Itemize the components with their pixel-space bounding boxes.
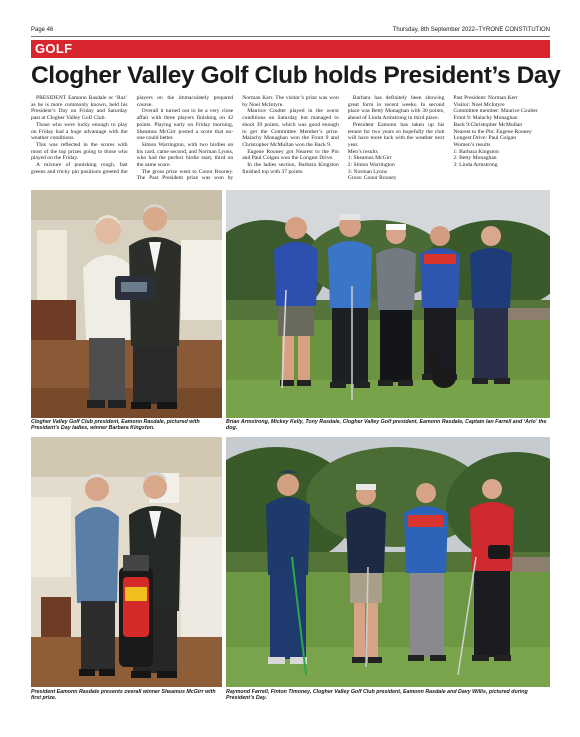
headline: Clogher Valley Golf Club holds President’s Day: [31, 62, 561, 89]
results-line: 1: Sheamus McGirr: [347, 155, 392, 162]
results-line: 3: Linda Armstrong: [453, 162, 498, 169]
caption-photo3: President Eamonn Rasdale presents overall winner Sheamus McGirr with first prize.: [31, 689, 216, 702]
results-line: Longest Drive: Paul Colgan: [453, 135, 516, 142]
article-paragraph: The gross prize went to Conor Rooney. The Past President prize was won by Norman Kerr. The visitor’s prize was won by Noel McIntyre.: [136, 95, 339, 182]
photo-group-with-dog: [226, 190, 550, 418]
results-line: Back 9:Christopher McMullan: [453, 121, 523, 128]
results-line: 3: Norman Lyons: [347, 168, 387, 175]
article-paragraph: A mixture of punishing rough, fast greens and tricky pin positions greeted the players on the immaculately prepared course.: [31, 95, 234, 175]
caption-photo2: Brian Armstrong, Mickey Kelly, Tony Rasdale, Clogher Valley Golf president, Eamonn Rasdale, Captain Ian Farrell and ‘Arlo’ the dog.: [226, 419, 547, 432]
article-paragraph: Eugene Rooney got Nearest to the Pin and Paul Colgan won the Longest Drive.: [242, 148, 339, 162]
article-paragraph: In the ladies section, Barbara Kingston finished top with 37 points.: [242, 162, 339, 175]
header-rule: [31, 36, 550, 37]
results-line: 2: Betty Monaghan: [453, 155, 497, 162]
section-label: GOLF: [31, 40, 550, 58]
results-line: Nearest to the Pin: Eugene Rooney: [453, 128, 532, 135]
results-line: 2: Simon Warrington: [347, 162, 395, 169]
results-line: Past President: Norman Kerr: [453, 95, 518, 101]
results-line: Committee member: Maurice Coulter: [453, 108, 538, 115]
article-paragraph: Those who were lucky enough to play on Friday had a huge advantage with the weather conditions.: [31, 121, 128, 142]
page-number: Page 46: [31, 27, 54, 33]
article-paragraph: PRESIDENT Eamonn Rasdale or ‘Raz’ as he is more commonly known, held his President’s Day on Friday and Saturday past at Clogher Valley Golf Club.: [31, 95, 128, 122]
article-paragraph: This was reflected in the scores with most of the top prizes going to those who played on the Friday.: [31, 141, 128, 162]
results-line: Front 9: Malachy Monaghan: [453, 115, 518, 122]
article-paragraph: Barbara has definitely been showing great form in recent weeks. In second place was Betty Monaghan with 30 points, ahead of Linda Armstrong in third place.: [347, 95, 445, 122]
page-header: [31, 25, 550, 35]
dateline: Thursday, 8th September 2022–TYRONE CONSTITUTION: [392, 27, 550, 33]
results-line: Men’s results: [347, 148, 378, 155]
article-paragraph: President Eamonn has taken up his tenure for two years so hopefully the club will have more luck with the weather next year.: [347, 121, 445, 148]
results-line: Women’s results: [453, 141, 491, 148]
caption-photo4: Raymond Farrell, Finton Timoney, Clogher Valley Golf Club president, Eamonn Rasdale and Davy Willis, pictured during President’s Day.: [226, 689, 528, 702]
photo-four-golfers: [226, 437, 550, 687]
caption-photo1: Clogher Valley Golf Club president, Eamonn Rasdale, pictured with President’s Day ladies, winner Barbara Kingston.: [31, 419, 200, 432]
article-paragraph: Overall it turned out to be a very close affair with three players finishing on 42 points. Playing early on Friday morning, Sheamus McGirr posted a score that no-one could better.: [136, 108, 234, 142]
results-line: 1: Barbara Kingston: [453, 148, 499, 155]
article-paragraph: Maurice Coulter played in the worst conditions on Saturday but managed to shoot 39 points, which was good enough to get the Committee Member’s prize. Malachy Monaghan won the Front 9 and Christopher McMullan won the Back 9.: [242, 108, 339, 148]
article-body: [31, 95, 550, 187]
photo-president-ladies-winner: [31, 190, 222, 418]
photo-first-prize-presentation: [31, 437, 222, 687]
results-line: Visitor: Noel McIntyre: [453, 101, 505, 108]
article-paragraph: Simon Warrington, with two birdies on his card, came second, and Norman Lyons, who had the perfect birdie start, third on the same score.: [136, 141, 234, 169]
results-line: Gross: Conor Rooney: [347, 175, 397, 182]
